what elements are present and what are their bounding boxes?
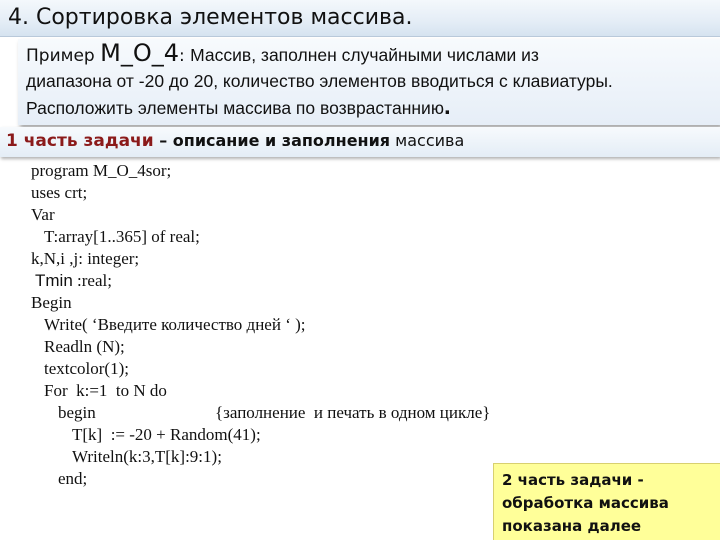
- code-line: k,N,i ,j: integer;: [31, 249, 140, 268]
- example-label: Пример: [26, 46, 101, 66]
- note-line-1: 2 часть задачи -: [502, 471, 644, 489]
- code-line: T[k] := -20 + Random(41);: [72, 425, 261, 444]
- part1-tail: массива: [390, 131, 465, 150]
- part1-heading: [0, 127, 720, 157]
- task-text-line-3: Расположить элементы массива по возврастаннию: [26, 98, 444, 118]
- code-line: program M_O_4sor;: [31, 161, 172, 180]
- example-colon: :: [178, 46, 191, 66]
- code-comment: {заполнение и печать в одном цикле}: [215, 403, 491, 422]
- task-statement: [18, 39, 720, 125]
- tmin-variable: Tmin: [35, 271, 73, 290]
- code-line: T:array[1..365] of real;: [44, 227, 200, 246]
- part1-description: описание и заполнения: [172, 131, 391, 150]
- note-line-3: показана далее: [502, 517, 642, 535]
- code-line: Readln (N);: [44, 337, 125, 356]
- code-line: Write( ‘Введите количество дней ‘ );: [44, 315, 306, 334]
- part1-dash: –: [153, 131, 173, 150]
- task-text-line-1: Массив, заполнен случайными числами из: [190, 45, 539, 65]
- task-statement-line-3: [26, 94, 720, 121]
- code-line: end;: [58, 469, 88, 488]
- code-line-tmin: [35, 270, 112, 292]
- task-text-line-2: диапазона от -20 до 20, количество элементов вводиться с клавиатуры.: [26, 71, 613, 91]
- code-line: For k:=1 to N do: [44, 381, 167, 400]
- task-statement-line-1: [26, 41, 720, 69]
- tmin-type: :real;: [77, 271, 112, 290]
- slide-title: 4. Сортировка элементов массива.: [0, 0, 720, 37]
- part1-label: 1 часть задачи: [6, 131, 154, 151]
- code-line: Var: [31, 205, 55, 224]
- code-line: begin: [58, 403, 96, 422]
- part2-note: [493, 463, 720, 540]
- code-line: Writeln(k:3,T[k]:9:1);: [72, 447, 222, 466]
- program-code-name: M_O_4: [100, 39, 179, 67]
- note-line-2: обработка массива: [502, 494, 669, 512]
- code-line: Begin: [31, 293, 72, 312]
- task-text-period: .: [443, 93, 451, 120]
- code-line: uses crt;: [31, 183, 88, 202]
- code-line: textcolor(1);: [44, 359, 129, 378]
